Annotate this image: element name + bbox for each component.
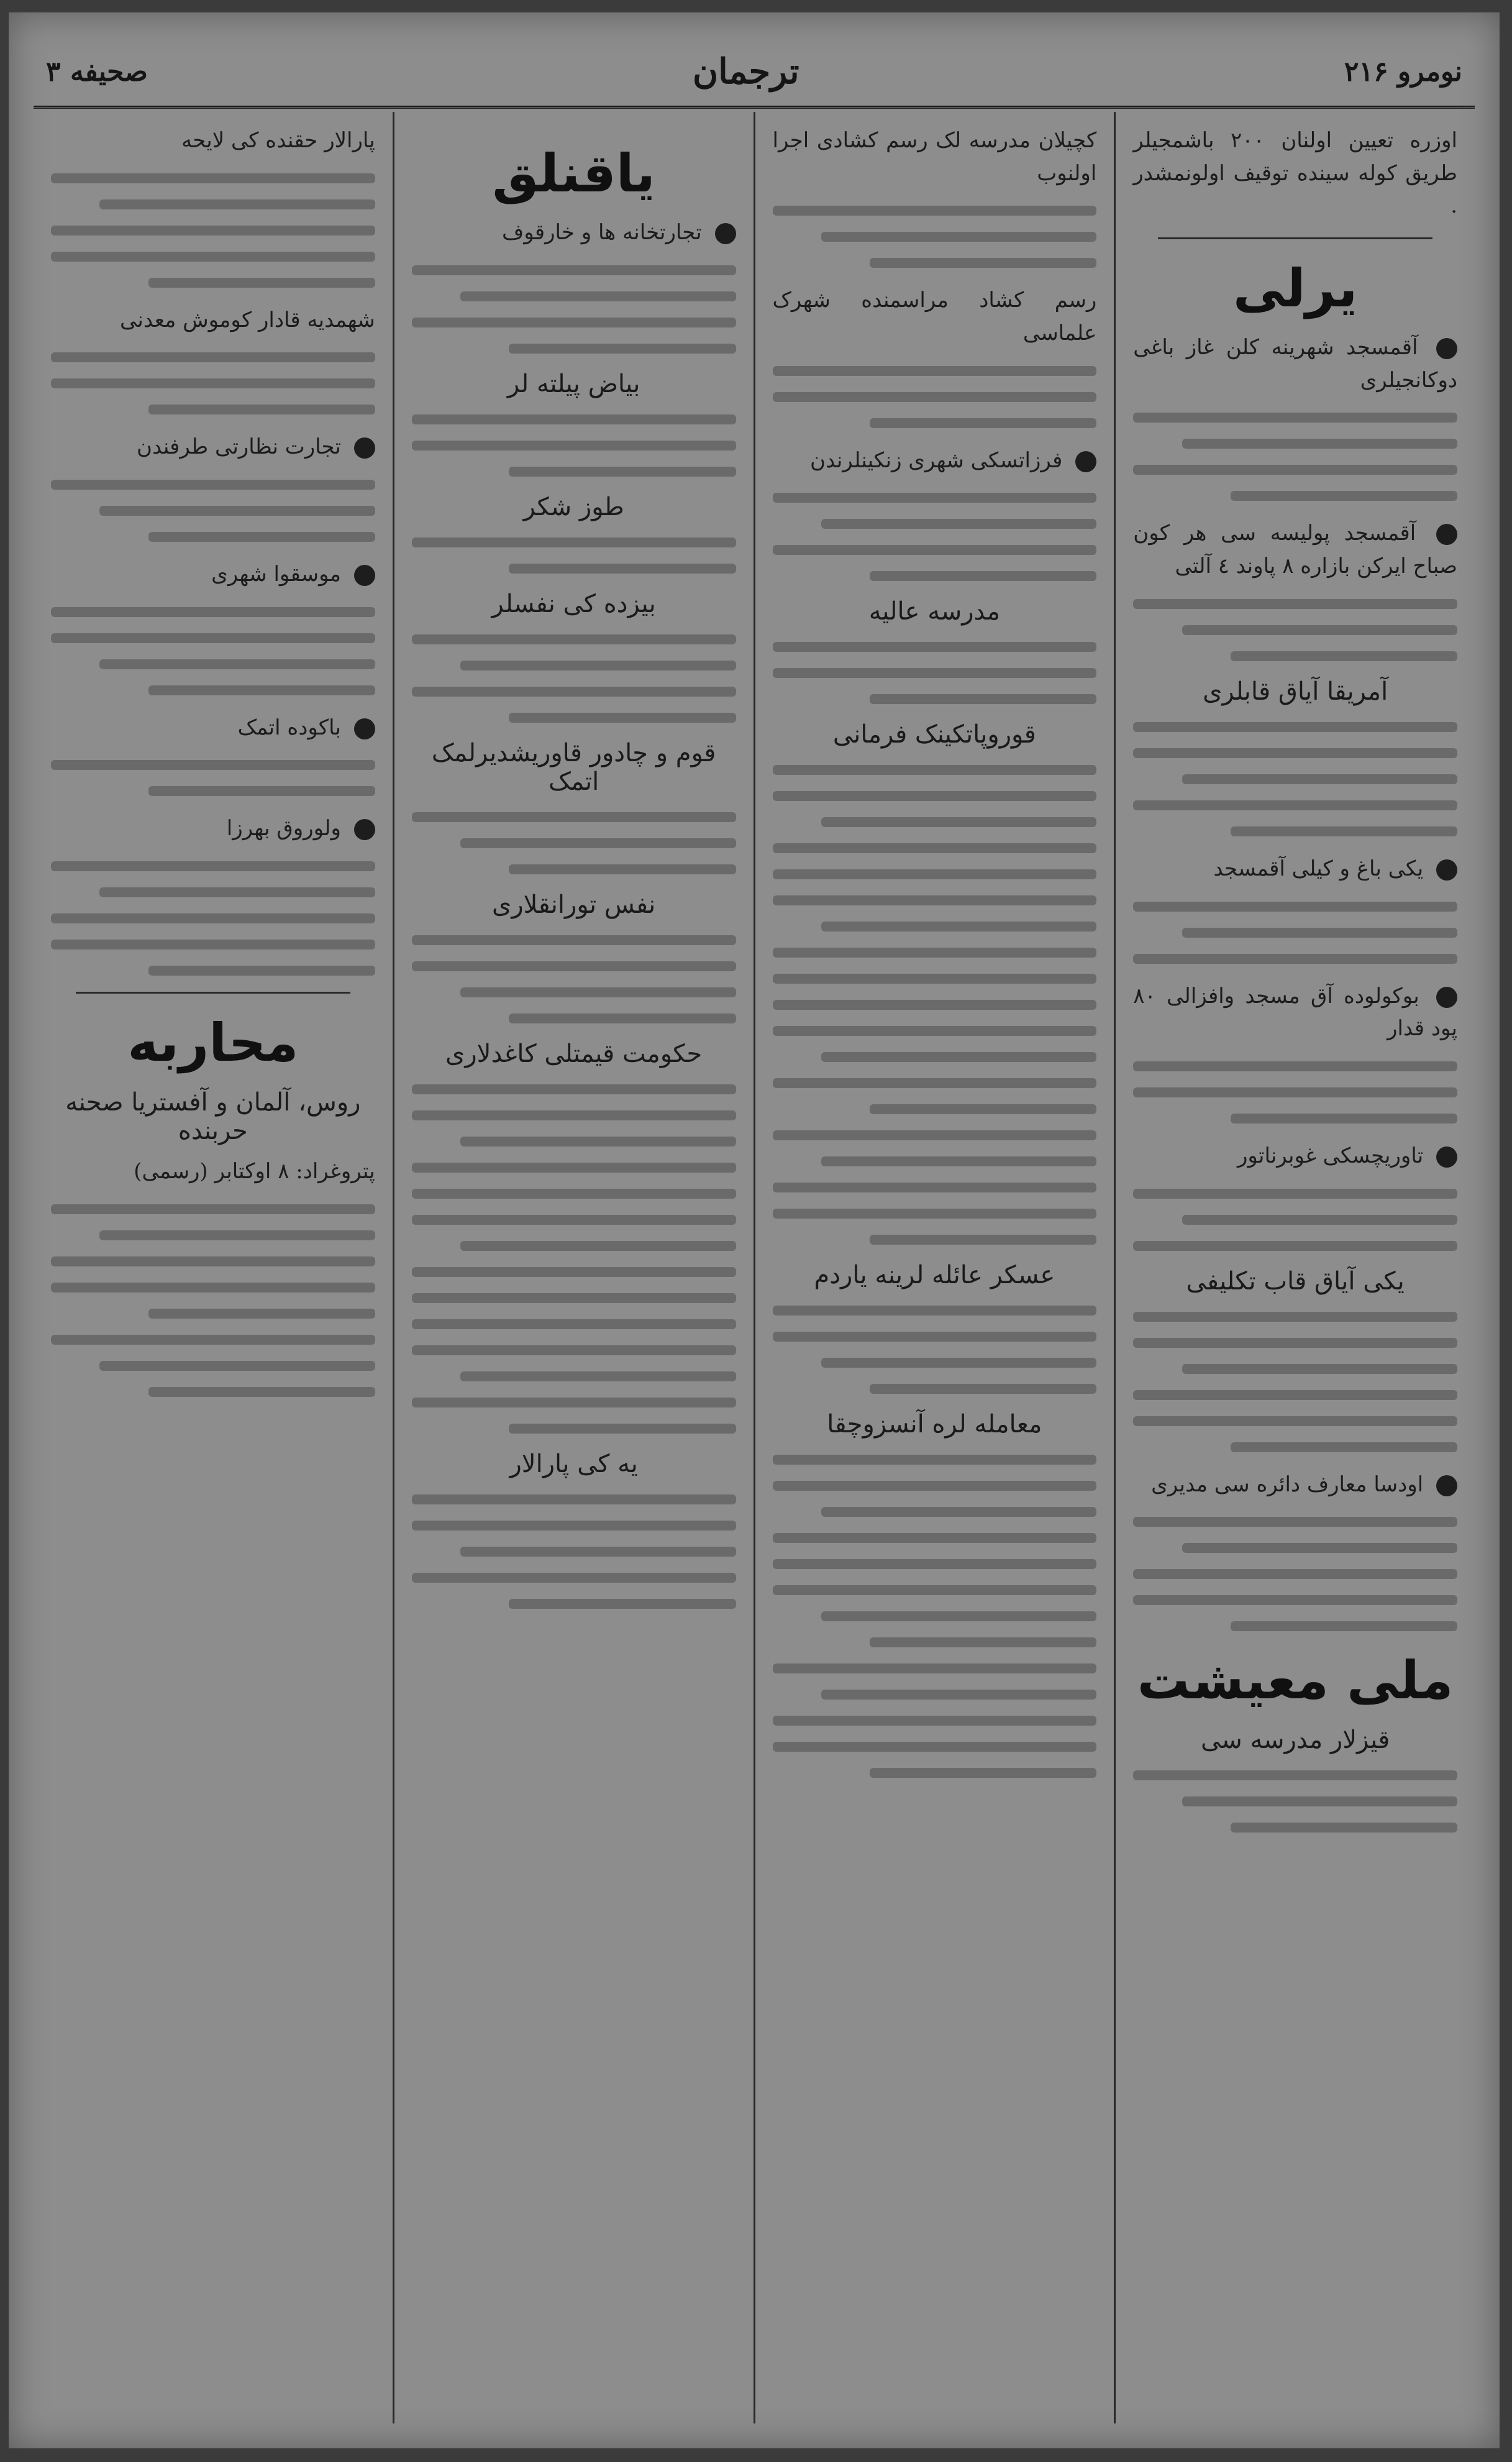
subhead-white-wicks: بیاض پیلته لر (507, 369, 640, 398)
news-item (412, 216, 736, 249)
column-2 (754, 112, 1114, 2423)
text-lines (773, 493, 1097, 581)
bullet-icon (354, 565, 375, 586)
text-lines (1133, 1517, 1457, 1631)
text-lines (1133, 902, 1457, 964)
news-item (1133, 331, 1457, 396)
news-item (1133, 980, 1457, 1045)
news-lead: تجارتخانه ها و خارقوف (502, 220, 702, 245)
subhead-new-money: یه کی پارالار (509, 1449, 638, 1478)
subhead-gov-papers: حکومت قیمتلی کاغدلاری (445, 1039, 703, 1068)
text-lines (773, 642, 1097, 704)
bullet-icon (1436, 524, 1457, 545)
text-lines (412, 935, 736, 1023)
page-number: صحیفه ۳ (46, 55, 148, 88)
text-lines (773, 1130, 1097, 1245)
article-columns (34, 112, 1475, 2423)
subhead-high-school: مدرسه عالیه (868, 597, 1000, 626)
text-lines (412, 812, 736, 874)
subhead-war: روس، آلمان و آفستریا صحنه حربنده (65, 1088, 361, 1146)
text-lines (412, 414, 736, 477)
section-title-local: یرلی (1232, 258, 1358, 319)
bullet-icon (1436, 1475, 1457, 1496)
text-lines (51, 480, 375, 542)
news-lead: بوکولوده آق مسجد وافزالی ۸۰ پود قدار (1133, 983, 1457, 1041)
bullet-icon (715, 223, 736, 244)
masthead-title: ترجمان (692, 51, 799, 92)
news-lead: اودسا معارف دائره سی مدیری (1151, 1471, 1424, 1497)
subhead-girls-madrasa: قیزلار مدرسه سی (1200, 1726, 1390, 1755)
divider (76, 992, 350, 994)
issue-number: نومرو ۲۱۶ (1344, 55, 1462, 88)
text-lines (773, 1663, 1097, 1778)
text-lines (1133, 413, 1457, 501)
news-lead: تاوریچسکی غوبرناتور (1237, 1143, 1424, 1168)
divider (1158, 237, 1432, 239)
news-lead: یکی باغ و کیلی آقمسجد (1213, 856, 1424, 881)
text-lines (1133, 1061, 1457, 1123)
subhead-transactions: معامله لره آنسزوچقا (827, 1410, 1042, 1439)
text-lines (51, 1204, 375, 1397)
subhead-america: آمریقا آیاق قابلری (1203, 677, 1388, 706)
news-lead: آقمسجد پولیسه سی هر کون صباح ایرکن بازاره ۸ پاوند ٤ آلتی (1133, 521, 1457, 579)
news-item (1133, 517, 1457, 582)
page-header (34, 37, 1475, 109)
text-lines (1133, 1312, 1457, 1452)
column-1 (1114, 112, 1475, 2423)
bullet-icon (1436, 1146, 1457, 1168)
headline-nearby: یاقنلق (492, 143, 655, 204)
news-item (1133, 853, 1457, 885)
text-lines (412, 265, 736, 354)
text-lines (412, 538, 736, 574)
news-item (51, 558, 375, 591)
bullet-icon (1075, 451, 1096, 472)
text-lines (1133, 722, 1457, 836)
column-4 (34, 112, 393, 2423)
newspaper-page (9, 12, 1500, 2448)
bullet-icon (1436, 987, 1457, 1008)
text-lines (51, 861, 375, 976)
news-item (51, 812, 375, 845)
text-lines (773, 206, 1097, 268)
headline-national-life: ملی معیشت (1137, 1650, 1454, 1711)
news-item (51, 304, 375, 337)
news-lead: رسم کشاد مراسمنده شهرک علماسی (772, 288, 1097, 346)
headline-war: محاربه (127, 1012, 299, 1074)
text-lines (773, 765, 1097, 1114)
subhead-salt-sugar: طوز شکر (523, 492, 624, 521)
news-item (51, 124, 375, 157)
column-3 (393, 112, 754, 2423)
news-item (51, 431, 375, 464)
news-item (51, 712, 375, 744)
bullet-icon (354, 819, 375, 840)
text-lines (51, 352, 375, 414)
news-lead: ولوروق بهرزا (226, 816, 341, 841)
text-lines (412, 1084, 736, 1434)
news-lead: شهمدیه قادار کوموش معدنی (120, 307, 375, 332)
news-lead: کچیلان مدرسه لک رسم کشادی اجرا اولنوب (772, 128, 1097, 186)
bullet-icon (354, 437, 375, 459)
news-item (1133, 1468, 1457, 1501)
text-lines (773, 1306, 1097, 1394)
news-lead: آقمسجد شهرینه کلن غاز باغی دوکانجیلری (1133, 335, 1457, 393)
bullet-icon (1436, 338, 1457, 359)
news-lead: موسقوا شهری (211, 562, 341, 587)
news-lead: باکوده اتمک (237, 715, 341, 740)
subhead-nafs: بیزده کی نفسلر (491, 589, 656, 618)
news-item (773, 444, 1097, 477)
text-lines (1133, 1770, 1457, 1833)
text-lines (51, 607, 375, 695)
text-lines (412, 1494, 736, 1609)
news-item (773, 284, 1097, 349)
subhead-order: قوروپاتکینک فرمانی (832, 720, 1036, 749)
text-lines (51, 760, 375, 796)
news-lead: پارالار حقنده کی لایحه (181, 128, 375, 153)
text-lines (1133, 1189, 1457, 1251)
subhead-shoe: یکی آیاق قاب تکلیفی (1186, 1266, 1405, 1296)
bullet-icon (1436, 859, 1457, 881)
subhead-soldier-families: عسکر عائله لرینه یاردم (814, 1261, 1055, 1290)
text-lines (773, 366, 1097, 428)
news-lead: فرزاتسکی شهری زنکینلرندن (810, 447, 1063, 473)
subhead-turan: نفس تورانقلاری (492, 890, 656, 919)
news-item (1133, 1140, 1457, 1173)
war-dispatch: پتروغراد: ۸ اوکتابر (رسمی) (134, 1159, 375, 1184)
news-lead: تجارت نظارتی طرفندن (137, 434, 341, 460)
intro-text: اوزره تعیین اولنان ۲۰۰ باشمجیلر طریق کوله سینده توقیف اولونمشدر . (1133, 128, 1457, 219)
text-lines (1133, 599, 1457, 661)
subhead-sand: قوم و چادور قاوریشدیرلمک اتمک (431, 738, 716, 796)
news-item (773, 124, 1097, 190)
text-lines (51, 173, 375, 288)
bullet-icon (354, 718, 375, 739)
text-lines (773, 1455, 1097, 1647)
text-lines (412, 634, 736, 723)
